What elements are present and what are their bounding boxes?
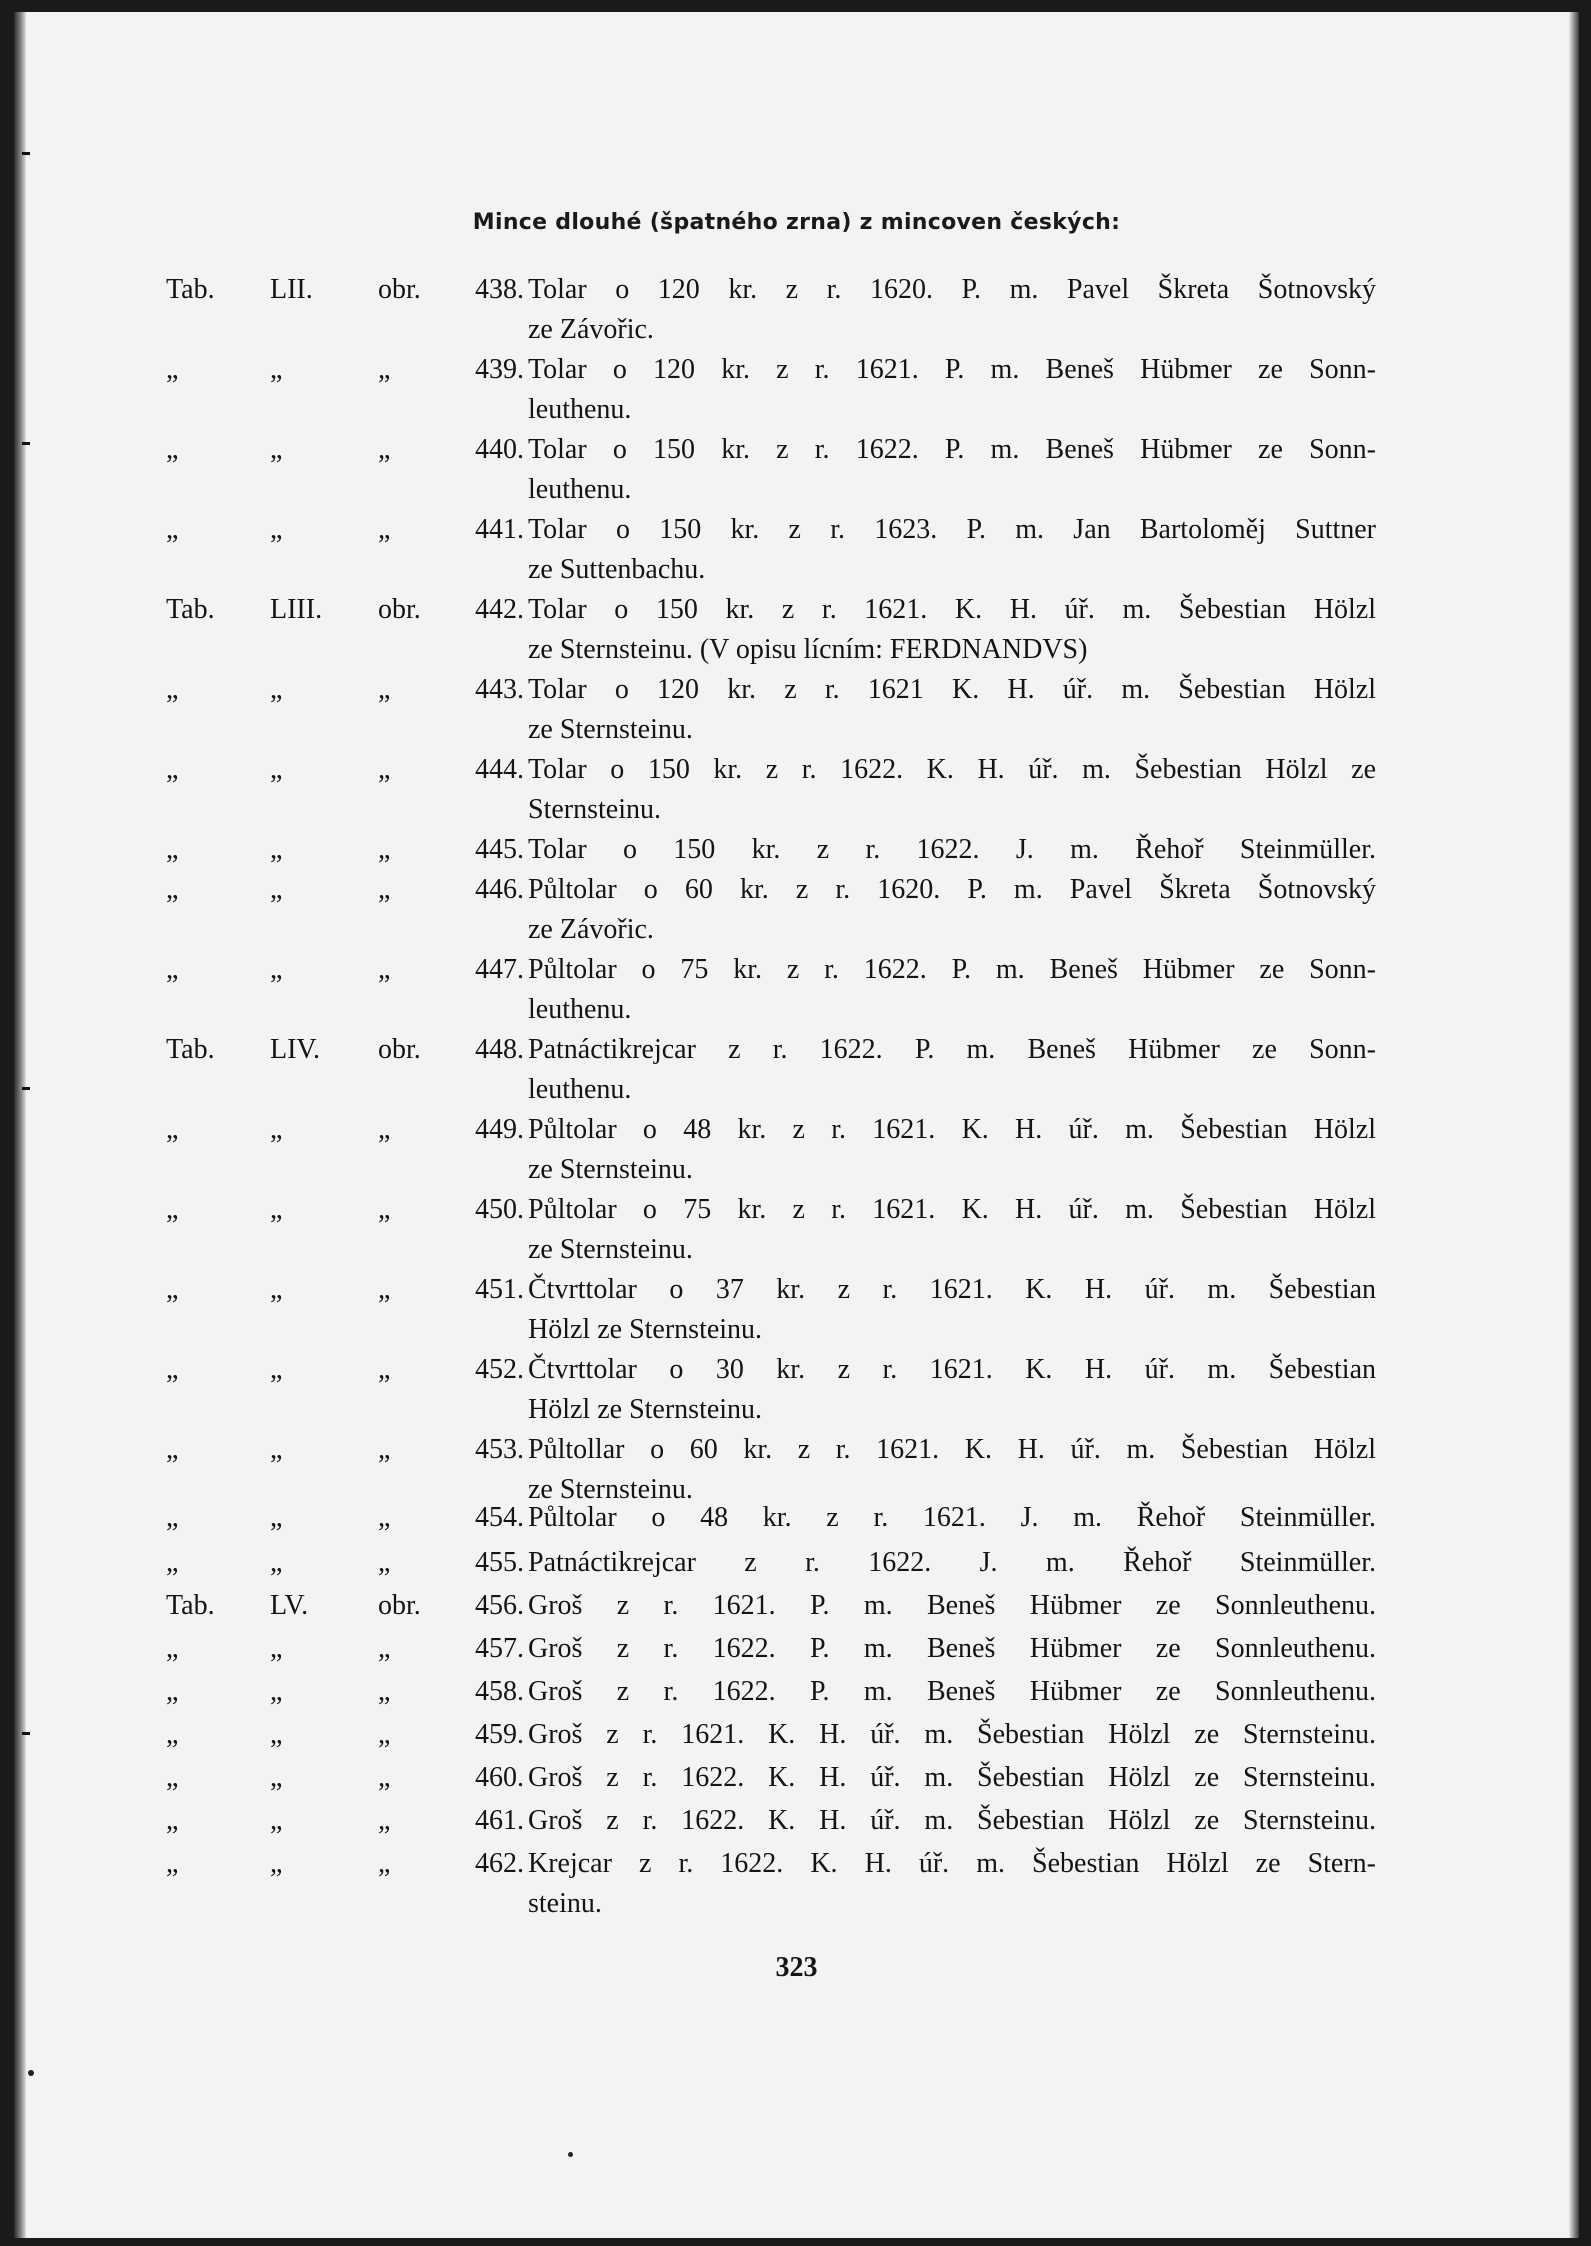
plate-number: „ xyxy=(270,434,283,465)
figure-number: 446. xyxy=(475,874,524,905)
coin-description-continued: leuthenu. xyxy=(528,394,632,425)
coin-description-continued: ze Sternsteinu. (V opisu lícním: FERDNANDVS) xyxy=(528,634,1088,665)
plate-prefix: „ xyxy=(166,434,179,465)
plate-number: LV. xyxy=(270,1590,309,1621)
figure-prefix: „ xyxy=(378,354,391,385)
coin-description: Tolar o 150 kr. z r. 1621. K. H. úř. m. Šebestian Hölzl xyxy=(528,594,1376,625)
figure-number: 441. xyxy=(475,514,524,545)
coin-description: Groš z r. 1622. P. m. Beneš Hübmer ze Sonnleuthenu. xyxy=(528,1676,1376,1707)
figure-number: 438. xyxy=(475,274,524,305)
coin-entry xyxy=(14,1274,1579,1354)
figure-number: 453. xyxy=(475,1434,524,1465)
coin-entry xyxy=(14,594,1579,674)
plate-number: „ xyxy=(270,1719,283,1750)
figure-prefix: obr. xyxy=(378,1590,421,1621)
plate-number: „ xyxy=(270,1762,283,1793)
figure-number: 456. xyxy=(475,1590,524,1621)
coin-entry xyxy=(14,1676,1579,1716)
figure-prefix: „ xyxy=(378,1114,391,1145)
plate-number: „ xyxy=(270,834,283,865)
coin-entry xyxy=(14,1762,1579,1802)
plate-prefix: „ xyxy=(166,1547,179,1578)
coin-description: Tolar o 120 kr. z r. 1621 K. H. úř. m. Šebestian Hölzl xyxy=(528,674,1376,705)
plate-prefix: „ xyxy=(166,1434,179,1465)
coin-description-continued: ze Sternsteinu. xyxy=(528,1154,693,1185)
coin-description: Tolar o 150 kr. z r. 1622. J. m. Řehoř Steinmüller. xyxy=(528,834,1376,865)
plate-prefix: „ xyxy=(166,834,179,865)
plate-number: „ xyxy=(270,1274,283,1305)
coin-entry xyxy=(14,1034,1579,1114)
figure-prefix: „ xyxy=(378,1547,391,1578)
figure-prefix: „ xyxy=(378,1848,391,1879)
plate-prefix: „ xyxy=(166,354,179,385)
coin-description: Groš z r. 1621. P. m. Beneš Hübmer ze Sonnleuthenu. xyxy=(528,1590,1376,1621)
coin-description: Groš z r. 1621. K. H. úř. m. Šebestian Hölzl ze Sternsteinu. xyxy=(528,1719,1376,1750)
figure-prefix: „ xyxy=(378,1434,391,1465)
plate-number: „ xyxy=(270,1805,283,1836)
plate-prefix: „ xyxy=(166,1502,179,1533)
speck xyxy=(568,2152,573,2157)
figure-prefix: „ xyxy=(378,1633,391,1664)
coin-description-continued: leuthenu. xyxy=(528,1074,632,1105)
plate-prefix: „ xyxy=(166,1194,179,1225)
plate-number: „ xyxy=(270,1194,283,1225)
figure-prefix: „ xyxy=(378,834,391,865)
figure-number: 439. xyxy=(475,354,524,385)
coin-description: Půltolar o 48 kr. z r. 1621. K. H. úř. m. Šebestian Hölzl xyxy=(528,1114,1376,1145)
coin-description: Groš z r. 1622. K. H. úř. m. Šebestian Hölzl ze Sternsteinu. xyxy=(528,1762,1376,1793)
figure-number: 455. xyxy=(475,1547,524,1578)
coin-description: Tolar o 150 kr. z r. 1622. P. m. Beneš Hübmer ze Sonn- xyxy=(528,434,1376,465)
figure-number: 445. xyxy=(475,834,524,865)
coin-entry xyxy=(14,834,1579,874)
plate-prefix: „ xyxy=(166,1274,179,1305)
figure-prefix: „ xyxy=(378,1502,391,1533)
figure-prefix: „ xyxy=(378,1762,391,1793)
coin-entry xyxy=(14,1114,1579,1194)
plate-number: „ xyxy=(270,1114,283,1145)
coin-description-continued: ze Závořic. xyxy=(528,314,654,345)
plate-prefix: „ xyxy=(166,1848,179,1879)
figure-prefix: „ xyxy=(378,674,391,705)
plate-prefix: „ xyxy=(166,1354,179,1385)
figure-number: 462. xyxy=(475,1848,524,1879)
coin-entry xyxy=(14,514,1579,594)
figure-prefix: „ xyxy=(378,1805,391,1836)
plate-number: „ xyxy=(270,1502,283,1533)
plate-number: „ xyxy=(270,1848,283,1879)
figure-prefix: „ xyxy=(378,514,391,545)
coin-description-continued: Hölzl ze Sternsteinu. xyxy=(528,1394,763,1425)
coin-entry xyxy=(14,1719,1579,1759)
figure-prefix: „ xyxy=(378,874,391,905)
plate-number: „ xyxy=(270,1676,283,1707)
coin-description: Půltolar o 75 kr. z r. 1621. K. H. úř. m. Šebestian Hölzl xyxy=(528,1194,1376,1225)
plate-prefix: „ xyxy=(166,514,179,545)
coin-entry xyxy=(14,1590,1579,1630)
page-heading: Mince dlouhé (špatného zrna) z mincoven českých: xyxy=(472,210,1121,235)
figure-prefix: „ xyxy=(378,954,391,985)
coin-description: Tolar o 150 kr. z r. 1623. P. m. Jan Bartoloměj Suttner xyxy=(528,514,1376,545)
coin-description: Groš z r. 1622. P. m. Beneš Hübmer ze Sonnleuthenu. xyxy=(528,1633,1376,1664)
coin-description: Krejcar z r. 1622. K. H. úř. m. Šebestian Hölzl ze Stern- xyxy=(528,1848,1376,1879)
plate-number: „ xyxy=(270,954,283,985)
plate-prefix: Tab. xyxy=(166,594,215,625)
plate-number: „ xyxy=(270,1633,283,1664)
figure-prefix: „ xyxy=(378,1274,391,1305)
plate-prefix: „ xyxy=(166,1633,179,1664)
figure-prefix: obr. xyxy=(378,1034,421,1065)
coin-description: Čtvrttolar o 30 kr. z r. 1621. K. H. úř. m. Šebestian xyxy=(528,1354,1376,1385)
speck xyxy=(28,2070,34,2076)
figure-number: 449. xyxy=(475,1114,524,1145)
coin-entry xyxy=(14,954,1579,1034)
coin-description: Tolar o 120 kr. z r. 1621. P. m. Beneš Hübmer ze Sonn- xyxy=(528,354,1376,385)
coin-entry xyxy=(14,1848,1579,1928)
figure-number: 443. xyxy=(475,674,524,705)
plate-number: LIV. xyxy=(270,1034,321,1065)
plate-prefix: „ xyxy=(166,1676,179,1707)
coin-entry xyxy=(14,1547,1579,1587)
coin-description: Půltollar o 60 kr. z r. 1621. K. H. úř. m. Šebestian Hölzl xyxy=(528,1434,1376,1465)
spine-mark xyxy=(22,152,30,155)
figure-prefix: „ xyxy=(378,1354,391,1385)
coin-description: Patnáctikrejcar z r. 1622. P. m. Beneš Hübmer ze Sonn- xyxy=(528,1034,1376,1065)
plate-number: „ xyxy=(270,674,283,705)
plate-prefix: Tab. xyxy=(166,1034,215,1065)
coin-entry xyxy=(14,1633,1579,1673)
plate-number: „ xyxy=(270,1547,283,1578)
figure-number: 454. xyxy=(475,1502,524,1533)
figure-number: 457. xyxy=(475,1633,524,1664)
figure-number: 458. xyxy=(475,1676,524,1707)
figure-number: 450. xyxy=(475,1194,524,1225)
coin-description: Patnáctikrejcar z r. 1622. J. m. Řehoř Steinmüller. xyxy=(528,1547,1376,1578)
plate-number: „ xyxy=(270,1354,283,1385)
coin-entry xyxy=(14,1194,1579,1274)
coin-description-continued: ze Sternsteinu. xyxy=(528,714,693,745)
plate-prefix: „ xyxy=(166,754,179,785)
figure-number: 444. xyxy=(475,754,524,785)
figure-number: 448. xyxy=(475,1034,524,1065)
coin-description: Půltolar o 48 kr. z r. 1621. J. m. Řehoř Steinmüller. xyxy=(528,1502,1376,1533)
coin-description-continued: ze Závořic. xyxy=(528,914,654,945)
figure-prefix: „ xyxy=(378,1676,391,1707)
coin-description-continued: leuthenu. xyxy=(528,474,632,505)
figure-number: 460. xyxy=(475,1762,524,1793)
plate-number: „ xyxy=(270,1434,283,1465)
plate-number: LII. xyxy=(270,274,313,305)
plate-prefix: „ xyxy=(166,1114,179,1145)
figure-number: 459. xyxy=(475,1719,524,1750)
coin-entry xyxy=(14,1805,1579,1845)
book-page xyxy=(14,12,1579,2238)
plate-prefix: „ xyxy=(166,874,179,905)
coin-description-continued: steinu. xyxy=(528,1888,602,1919)
coin-description: Čtvrttolar o 37 kr. z r. 1621. K. H. úř. m. Šebestian xyxy=(528,1274,1376,1305)
coin-entry xyxy=(14,1354,1579,1434)
coin-description-continued: ze Sternsteinu. xyxy=(528,1474,693,1505)
page-number: 323 xyxy=(775,1952,818,1983)
figure-prefix: „ xyxy=(378,1719,391,1750)
plate-prefix: „ xyxy=(166,1805,179,1836)
figure-number: 452. xyxy=(475,1354,524,1385)
coin-description: Půltolar o 60 kr. z r. 1620. P. m. Pavel Škreta Šotnovský xyxy=(528,874,1376,905)
figure-prefix: „ xyxy=(378,754,391,785)
coin-entry xyxy=(14,354,1579,434)
coin-entry xyxy=(14,754,1579,834)
coin-entry xyxy=(14,434,1579,514)
figure-number: 447. xyxy=(475,954,524,985)
coin-description-continued: Hölzl ze Sternsteinu. xyxy=(528,1314,763,1345)
plate-number: „ xyxy=(270,514,283,545)
coin-description: Tolar o 150 kr. z r. 1622. K. H. úř. m. Šebestian Hölzl ze xyxy=(528,754,1376,785)
coin-description-continued: ze Suttenbachu. xyxy=(528,554,706,585)
plate-number: LIII. xyxy=(270,594,323,625)
plate-prefix: Tab. xyxy=(166,1590,215,1621)
coin-description-continued: Sternsteinu. xyxy=(528,794,661,825)
figure-prefix: obr. xyxy=(378,594,421,625)
plate-prefix: „ xyxy=(166,1719,179,1750)
figure-prefix: obr. xyxy=(378,274,421,305)
plate-number: „ xyxy=(270,354,283,385)
plate-prefix: „ xyxy=(166,954,179,985)
figure-number: 442. xyxy=(475,594,524,625)
coin-description: Tolar o 120 kr. z r. 1620. P. m. Pavel Škreta Šotnovský xyxy=(528,274,1376,305)
coin-description-continued: ze Sternsteinu. xyxy=(528,1234,693,1265)
plate-prefix: Tab. xyxy=(166,274,215,305)
coin-description-continued: leuthenu. xyxy=(528,994,632,1025)
plate-number: „ xyxy=(270,874,283,905)
coin-description: Groš z r. 1622. K. H. úř. m. Šebestian Hölzl ze Sternsteinu. xyxy=(528,1805,1376,1836)
plate-number: „ xyxy=(270,754,283,785)
coin-description: Půltolar o 75 kr. z r. 1622. P. m. Beneš Hübmer ze Sonn- xyxy=(528,954,1376,985)
plate-prefix: „ xyxy=(166,1762,179,1793)
figure-number: 440. xyxy=(475,434,524,465)
coin-entry xyxy=(14,674,1579,754)
coin-entry xyxy=(14,874,1579,954)
figure-prefix: „ xyxy=(378,1194,391,1225)
figure-prefix: „ xyxy=(378,434,391,465)
figure-number: 451. xyxy=(475,1274,524,1305)
coin-entry xyxy=(14,274,1579,354)
plate-prefix: „ xyxy=(166,674,179,705)
figure-number: 461. xyxy=(475,1805,524,1836)
coin-entry xyxy=(14,1502,1579,1542)
